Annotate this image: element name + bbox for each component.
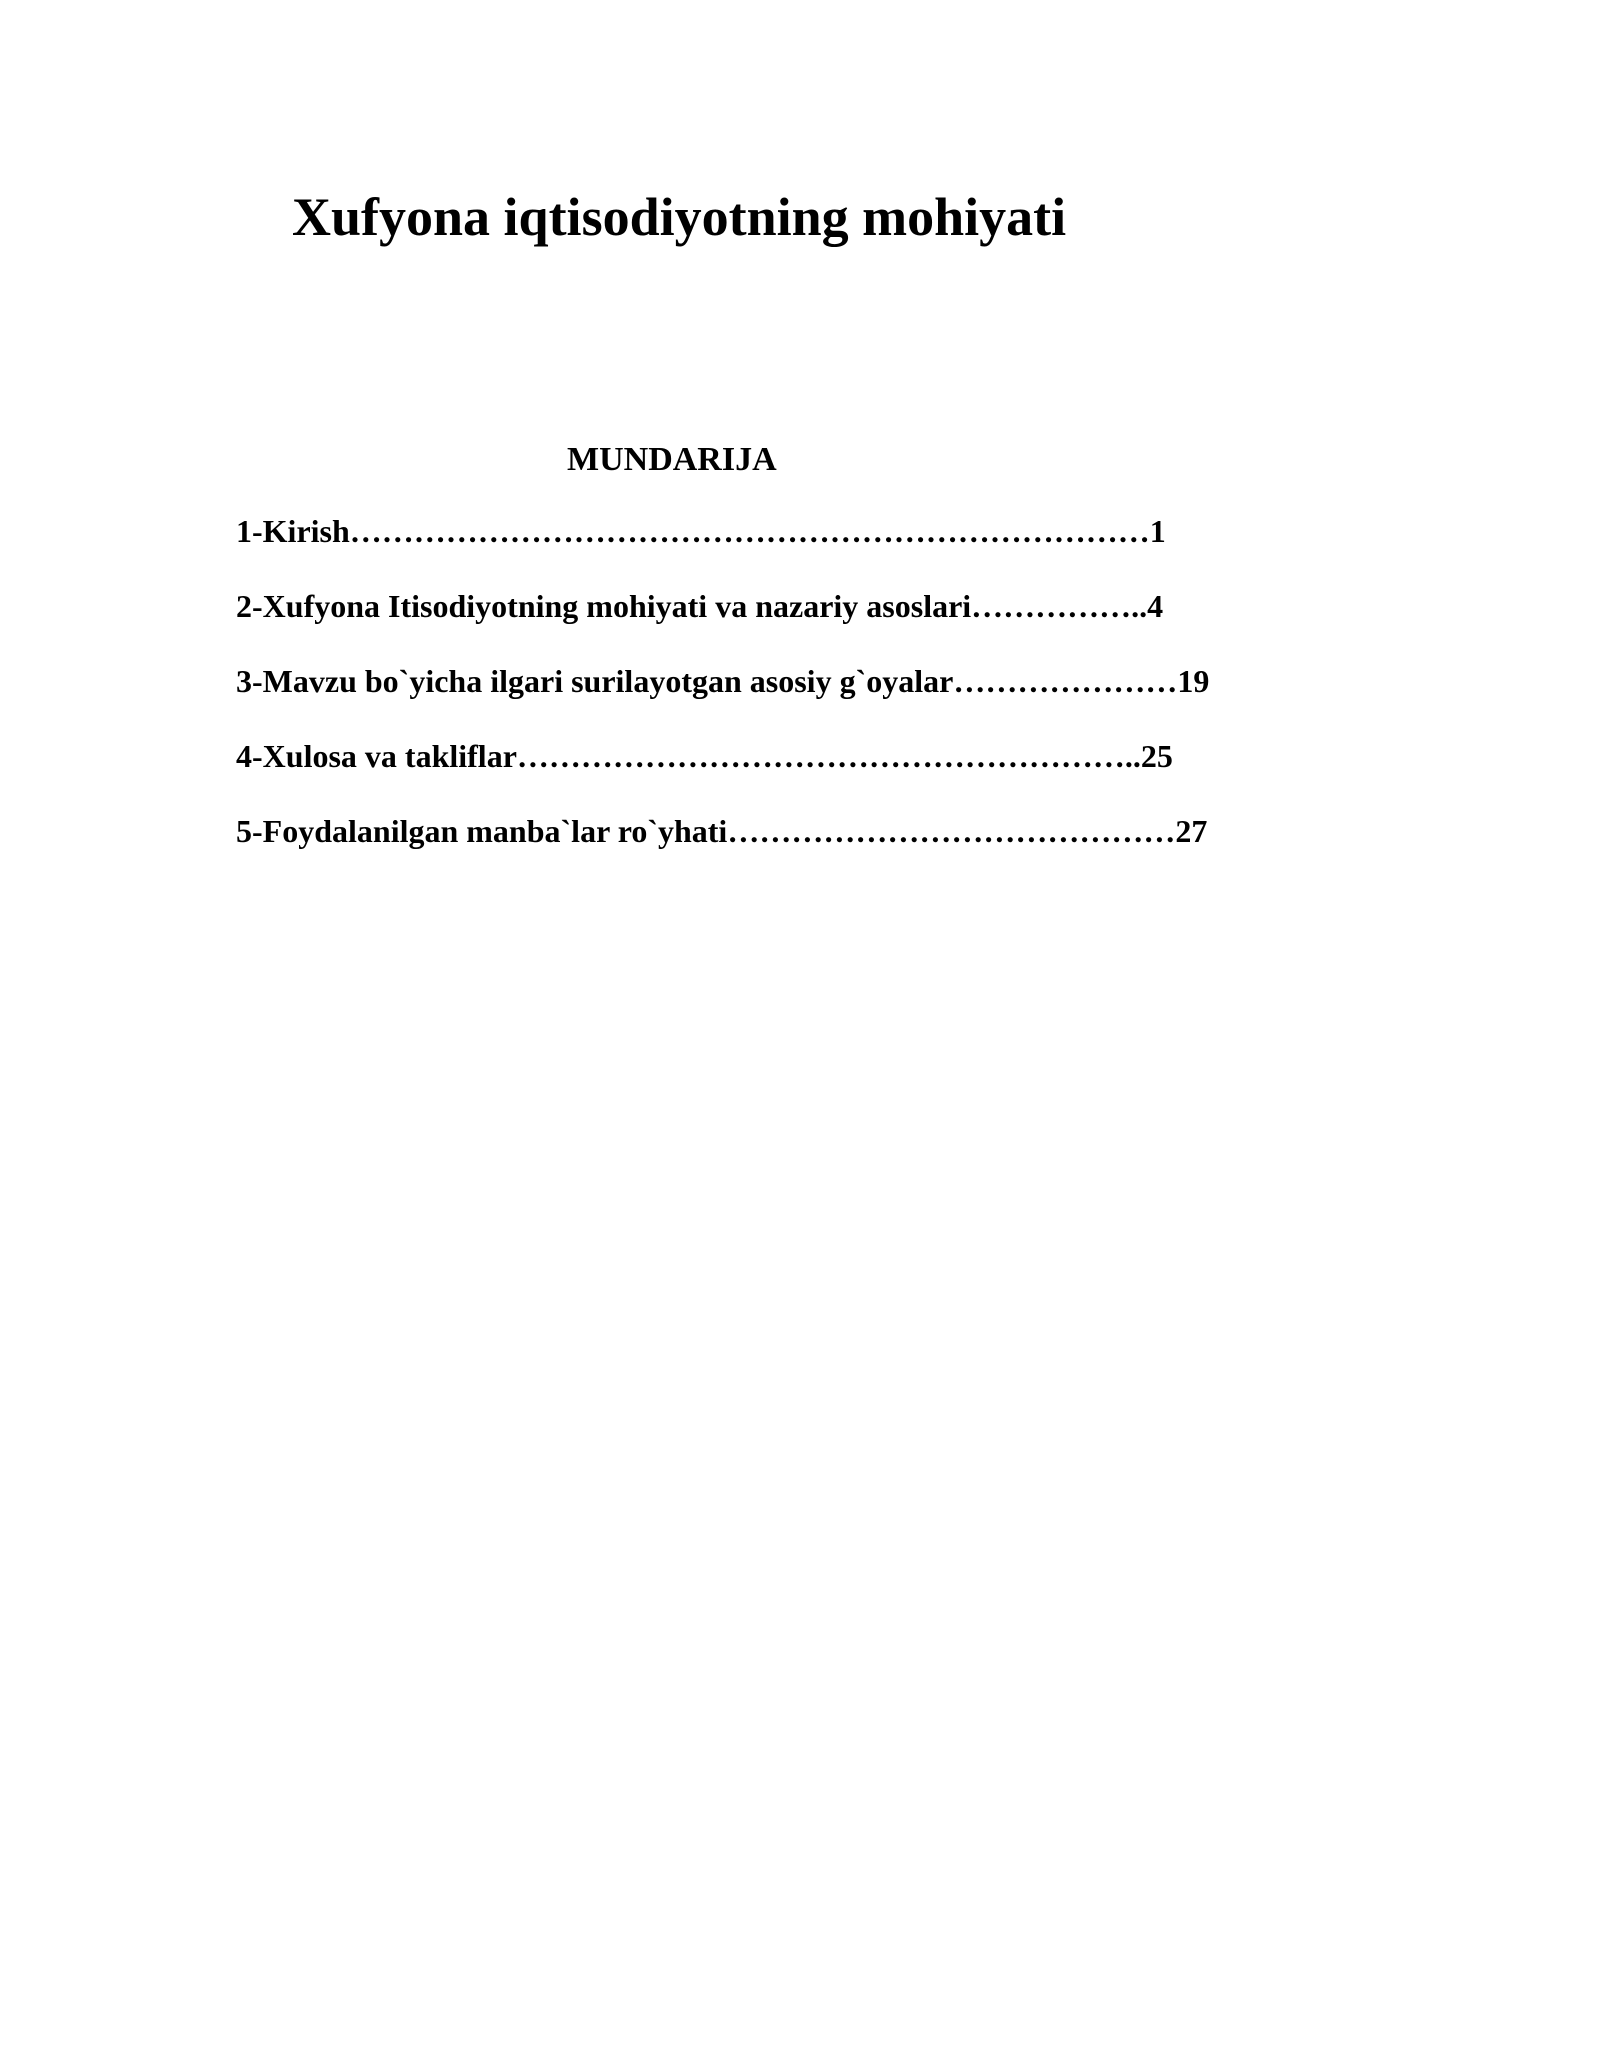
toc-entry-goyalar: 3-Mavzu bo`yicha ilgari surilayotgan asosiy g`oyalar…………………19: [236, 663, 1210, 699]
toc-entry-xulosa: 4-Xulosa va takliflar…………………………………………………..25: [236, 738, 1173, 774]
document-title: Xufyona iqtisodiyotning mohiyati: [292, 187, 1067, 247]
toc-entry-manbalar: 5-Foydalanilgan manba`lar ro`yhati……………………………………27: [236, 813, 1208, 849]
toc-heading: MUNDARIJA: [567, 441, 777, 478]
toc-entry-kirish: 1-Kirish…………………………………………………………………1: [236, 513, 1166, 549]
toc-entry-mohiyati: 2-Xufyona Itisodiyotning mohiyati va nazariy asoslari……………..4: [236, 588, 1164, 624]
table-of-contents: [236, 513, 1209, 888]
